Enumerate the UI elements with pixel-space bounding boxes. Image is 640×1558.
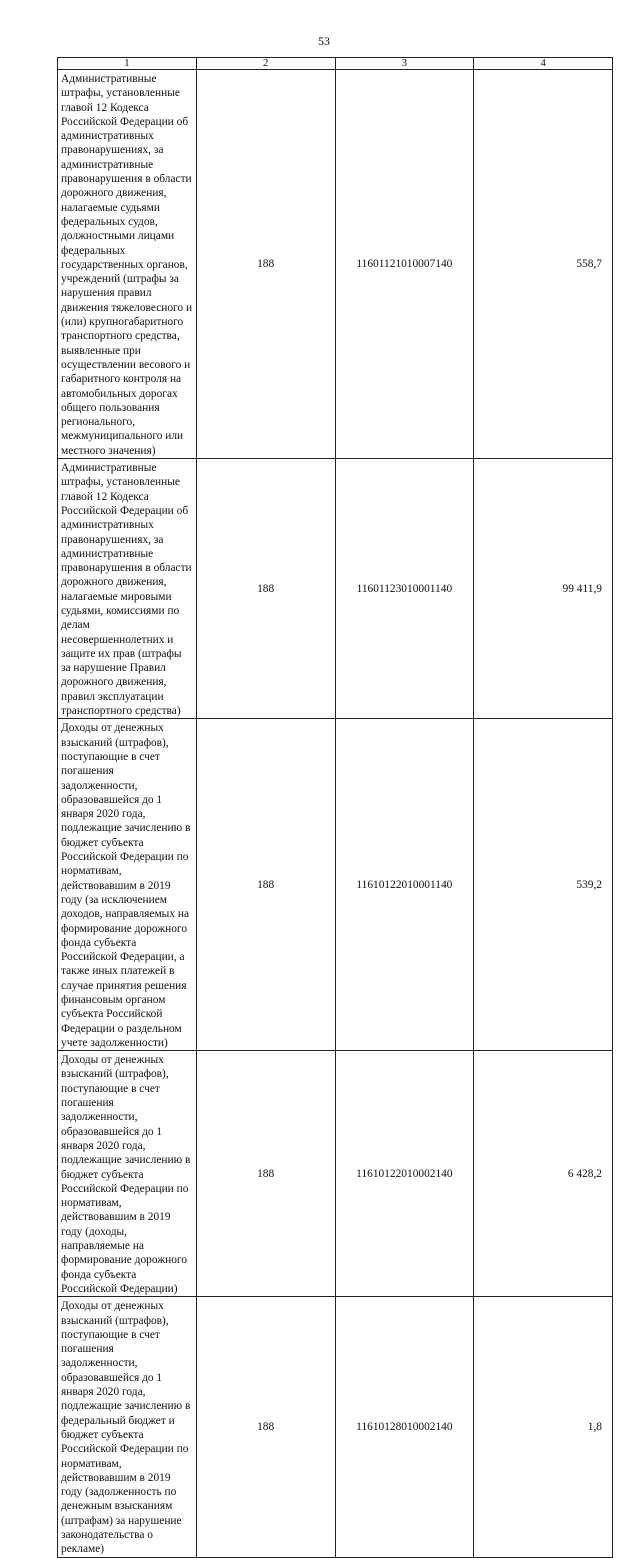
row-admin-code: 188 <box>196 1297 335 1557</box>
row-amount: 558,7 <box>474 70 613 459</box>
row-amount: 99 411,9 <box>474 459 613 719</box>
row-kbk: 11610128010002140 <box>335 1297 474 1557</box>
header-col-1: 1 <box>58 58 197 70</box>
row-kbk: 11601121010007140 <box>335 70 474 459</box>
table-row <box>58 719 613 1051</box>
header-col-3: 3 <box>335 58 474 70</box>
header-col-2: 2 <box>196 58 335 70</box>
table-row <box>58 70 613 459</box>
table-row <box>58 1051 613 1297</box>
row-amount: 539,2 <box>474 719 613 1051</box>
row-description: Доходы от денежных взысканий (штрафов), поступающие в счет погашения задолженности, образовавшейся до 1 января 2020 года, подлежащие зачислению в бюджет субъекта Российской Федерации по нормативам, действовавшим в 2019 году (за исключением доходов, направляемых на формирование дорожного фонда субъекта Российской Федерации, а также иных платежей в случае принятия решения финансовым органом субъекта Российской Федерации о раздельном учете задолженности) <box>58 719 197 1051</box>
table-row <box>58 1297 613 1557</box>
table-header-row <box>58 58 613 70</box>
row-amount: 6 428,2 <box>474 1051 613 1297</box>
row-admin-code: 188 <box>196 459 335 719</box>
row-kbk: 11610122010002140 <box>335 1051 474 1297</box>
row-description: Доходы от денежных взысканий (штрафов), поступающие в счет погашения задолженности, образовавшейся до 1 января 2020 года, подлежащие зачислению в федеральный бюджет и бюджет субъекта Российской Федерации по нормативам, действовавшим в 2019 году (задолженность по денежным взысканиям (штрафам) за нарушение законодательства о рекламе) <box>58 1297 197 1557</box>
row-description: Административные штрафы, установленные главой 12 Кодекса Российской Федерации об административных правонарушениях, за административные правонарушения в области дорожного движения, налагаемые мировыми судьями, комиссиями по делам несовершеннолетних и защите их прав (штрафы за нарушение Правил дорожного движения, правил эксплуатации транспортного средства) <box>58 459 197 719</box>
table-row <box>58 459 613 719</box>
revenue-table <box>57 57 613 1558</box>
row-admin-code: 188 <box>196 70 335 459</box>
page-number: 53 <box>318 34 330 48</box>
row-admin-code: 188 <box>196 1051 335 1297</box>
row-kbk: 11610122010001140 <box>335 719 474 1051</box>
row-description: Административные штрафы, установленные главой 12 Кодекса Российской Федерации об административных правонарушениях, за административные правонарушения в области дорожного движения, налагаемые судьями федеральных судов, должностными лицами федеральных государственных органов, учреждений (штрафы за нарушения правил движения тяжеловесного и (или) крупногабаритного транспортного средства, выявленные при осуществлении весового и габаритного контроля на автомобильных дорогах общего пользования регионального, межмуниципального или местного значения) <box>58 70 197 459</box>
row-amount: 1,8 <box>474 1297 613 1557</box>
header-col-4: 4 <box>474 58 613 70</box>
row-description: Доходы от денежных взысканий (штрафов), поступающие в счет погашения задолженности, образовавшейся до 1 января 2020 года, подлежащие зачислению в бюджет субъекта Российской Федерации по нормативам, действовавшим в 2019 году (доходы, направляемые на формирование дорожного фонда субъекта Российской Федерации) <box>58 1051 197 1297</box>
row-admin-code: 188 <box>196 719 335 1051</box>
row-kbk: 11601123010001140 <box>335 459 474 719</box>
